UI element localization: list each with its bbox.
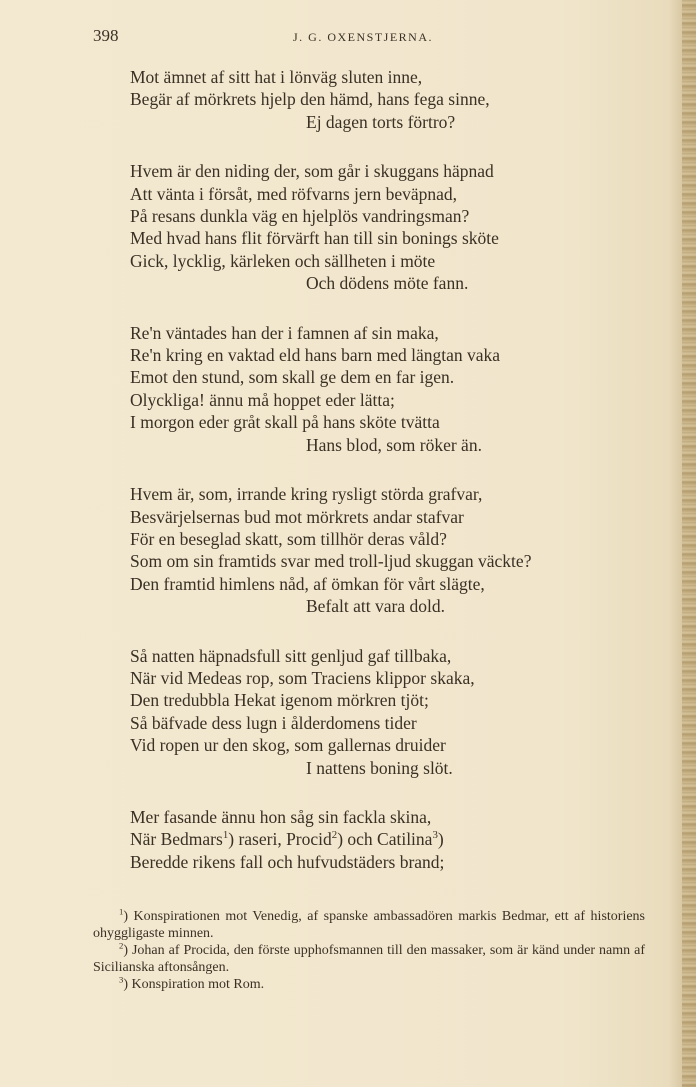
verse-line: I morgon eder gråt skall på hans sköte tvätta (130, 412, 440, 433)
footnote-3 (93, 976, 645, 993)
verse-text: ) (437, 829, 444, 850)
verse-line: Som om sin framtids svar med troll-ljud skuggan väckte? (130, 551, 532, 572)
page-number: 398 (93, 26, 119, 45)
refrain-line: Ej dagen torts förtro? (306, 111, 456, 132)
poem (130, 66, 670, 900)
verse-line: Olyckliga! ännu må hoppet eder lätta; (130, 389, 395, 410)
verse-line: För en beseglad skatt, som tillhör deras våld? (130, 528, 447, 549)
verse-line: Hvem är, som, irrande kring rysligt störda grafvar, (130, 484, 483, 505)
verse-line: Så bäfvade dess lugn i ålderdomens tider (130, 712, 417, 733)
refrain-line: Hans blod, som röker än. (306, 434, 482, 455)
verse-line: Mot ämnet af sitt hat i lönväg sluten inne, (130, 67, 423, 87)
footnote-marker: 1 (222, 829, 229, 842)
stanza-3 (130, 322, 670, 456)
verse-line: Med hvad hans flit förvärft han till sin bonings sköte (130, 228, 499, 249)
verse-line: Vid ropen ur den skog, som gallernas druider (130, 735, 446, 756)
verse-text: ) och Catilina (337, 829, 433, 850)
verse-text: När Bedmars (130, 829, 223, 850)
verse-line: Att vänta i försåt, med röfvarns jern beväpnad, (130, 183, 458, 204)
footnotes (93, 908, 645, 993)
page-header (93, 26, 633, 46)
stanza-2 (130, 160, 670, 294)
footnote-marker: 2 (331, 829, 338, 842)
verse-text: ) raseri, Procid (228, 829, 332, 850)
footnote-text: ) Johan af Procida, den förste upphofsmannen till den massaker, som är känd under namn af Sicilianska aftonsången. (93, 943, 645, 975)
verse-line: Så natten häpnadsfull sitt genljud gaf tillbaka, (130, 645, 452, 666)
footnote-number: 1 (119, 906, 124, 917)
footnote-1 (93, 908, 645, 942)
stanza-6 (130, 806, 670, 873)
footnote-text: ) Konspirationen mot Venedig, af spanske ambassadören markis Bedmar, ett af historiens ohyggligaste minnen. (93, 909, 645, 941)
verse-line: Den tredubbla Hekat igenom mörkren tjöt; (130, 690, 429, 711)
refrain-line: Och dödens möte fann. (306, 273, 469, 294)
verse-line-with-footnote-markers (130, 828, 670, 850)
stanza-5 (130, 645, 670, 779)
verse-line: Re'n kring en vaktad eld hans barn med längtan vaka (130, 345, 501, 366)
verse-line: På resans dunkla väg en hjelplös vandringsman? (130, 206, 470, 227)
footnote-number: 2 (119, 940, 124, 951)
stanza-4 (130, 483, 670, 617)
verse-line: Hvem är den niding der, som går i skuggans häpnad (130, 161, 494, 182)
verse-line: Gick, lycklig, kärleken och sällheten i möte (130, 250, 436, 271)
verse-line: Den framtid himlens nåd, af ömkan för vårt slägte, (130, 573, 485, 594)
verse-line: Mer fasande ännu hon såg sin fackla skina, (130, 806, 432, 827)
verse-line: Emot den stund, som skall ge dem en far igen. (130, 367, 455, 388)
footnote-2 (93, 942, 645, 976)
refrain-line: I nattens boning slöt. (306, 757, 453, 778)
stanza-1 (130, 66, 670, 133)
refrain-line: Befalt att vara dold. (306, 596, 445, 617)
verse-line: Beredde rikens fall och hufvudstäders brand; (130, 851, 445, 872)
running-head: J. G. OXENSTJERNA. (292, 30, 433, 44)
verse-line: Besvärjelsernas bud mot mörkrets andar stafvar (130, 506, 464, 527)
footnote-number: 3 (119, 974, 124, 985)
footnote-marker: 3 (432, 829, 438, 842)
verse-line: När vid Medeas rop, som Traciens klippor skaka, (130, 667, 475, 688)
page-edge (682, 0, 696, 1087)
footnote-text: ) Konspiration mot Rom. (123, 977, 265, 992)
verse-line: Begär af mörkrets hjelp den hämd, hans fega sinne, (130, 89, 490, 110)
verse-line: Re'n väntades han der i famnen af sin maka, (130, 322, 439, 343)
